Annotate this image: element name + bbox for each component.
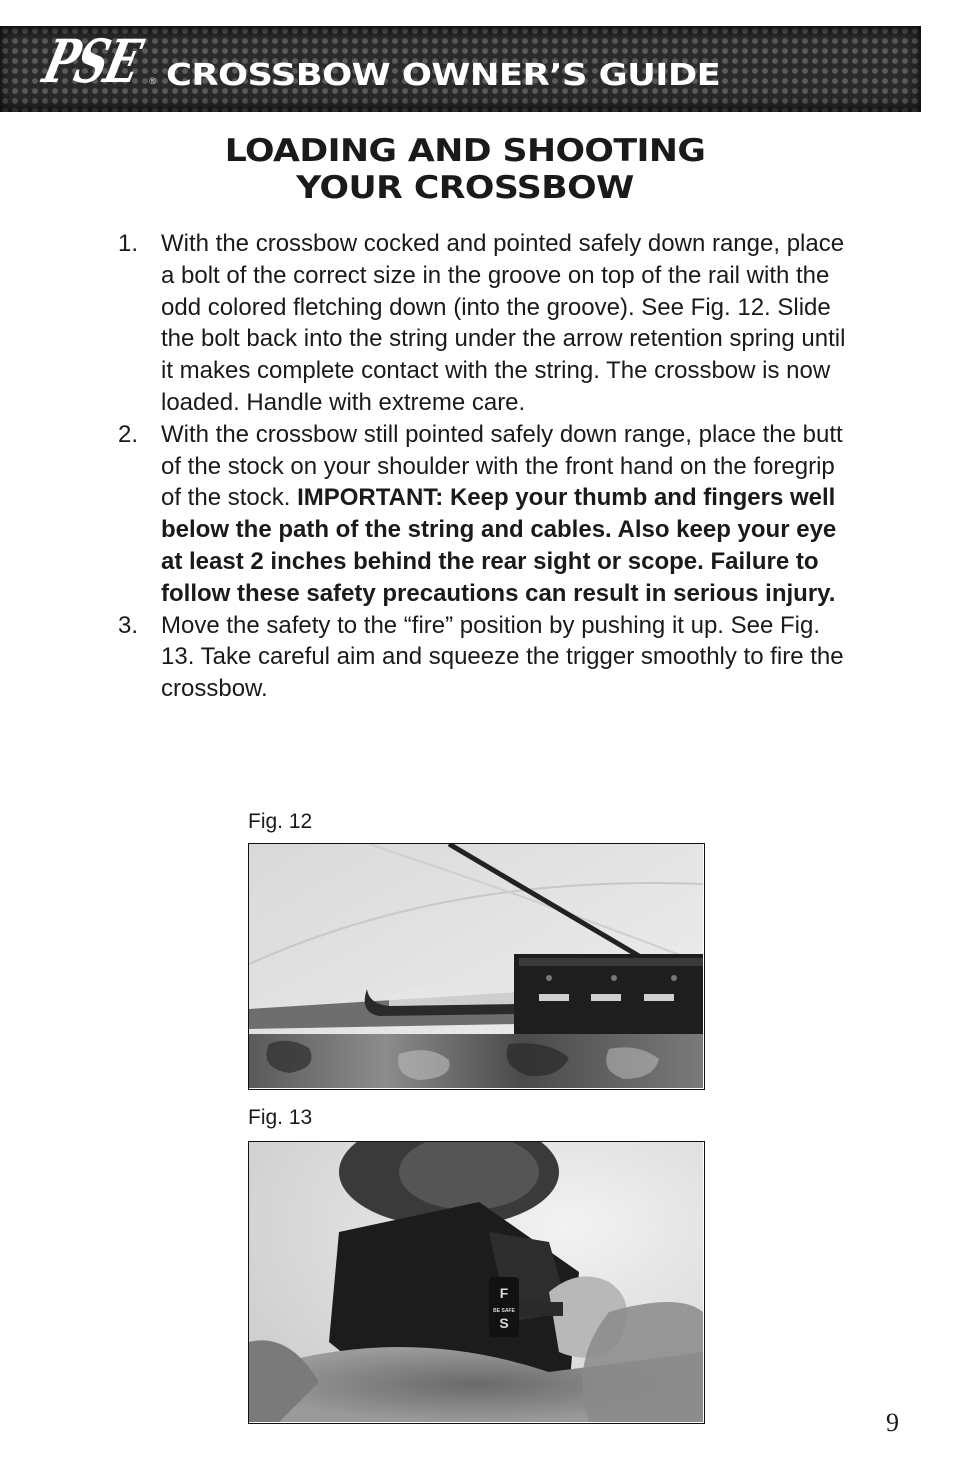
page-number: 9: [886, 1408, 899, 1437]
figure-12-caption: Fig. 12: [248, 810, 313, 833]
step-text: Move the safety to the “fire” position by pushing it up. See Fig. 13. Take careful aim and squeeze the trigger smoothly to fire the crossbow.: [161, 611, 844, 703]
step-text: With the crossbow cocked and pointed safely down range, place a bolt of the correct size in the groove on top of the rail with the odd colored fletching down (into the groove). See Fig. 12. Slide the bolt back into the string under the arrow retention spring until it makes complete contact with the string. The crossbow is now loaded. Handle with extreme care.: [161, 230, 846, 416]
step-text: With the crossbow still pointed safely down range, place the butt of the stock on your shoulder with the front hand on the foregrip of the stock.: [161, 420, 843, 512]
safety-label-be-safe: BE SAFE: [493, 1308, 515, 1314]
figure-13-caption: Fig. 13: [248, 1106, 313, 1129]
logo-text: PSE: [36, 28, 147, 97]
guide-title: CROSSBOW OWNER’S GUIDE: [166, 58, 721, 93]
section-title-line1: LOADING AND SHOOTING: [224, 133, 706, 169]
step-warning-text: IMPORTANT: Keep your thumb and fingers well below the path of the string and cables. Also keep your eye at least 2 inches behind the rear sight or scope. Failure to follow these safety precautions can result in serious injury.: [161, 484, 837, 607]
section-title: [0, 133, 930, 207]
safety-label-fire: F: [499, 1285, 509, 1301]
step-item: [118, 610, 858, 705]
pse-logo: [36, 24, 160, 104]
figure-12-photo: [248, 843, 705, 1090]
logo-registered-mark: ®: [149, 76, 156, 86]
step-item: [118, 228, 858, 419]
safety-label-safe: S: [499, 1315, 509, 1331]
step-number: 3.: [118, 611, 139, 639]
section-title-line2: YOUR CROSSBOW: [296, 170, 634, 206]
instruction-steps: [118, 228, 858, 705]
step-number: 1.: [118, 230, 139, 257]
step-item: [118, 419, 858, 610]
figure-13-photo: [248, 1141, 705, 1424]
step-number: 2.: [118, 420, 139, 448]
